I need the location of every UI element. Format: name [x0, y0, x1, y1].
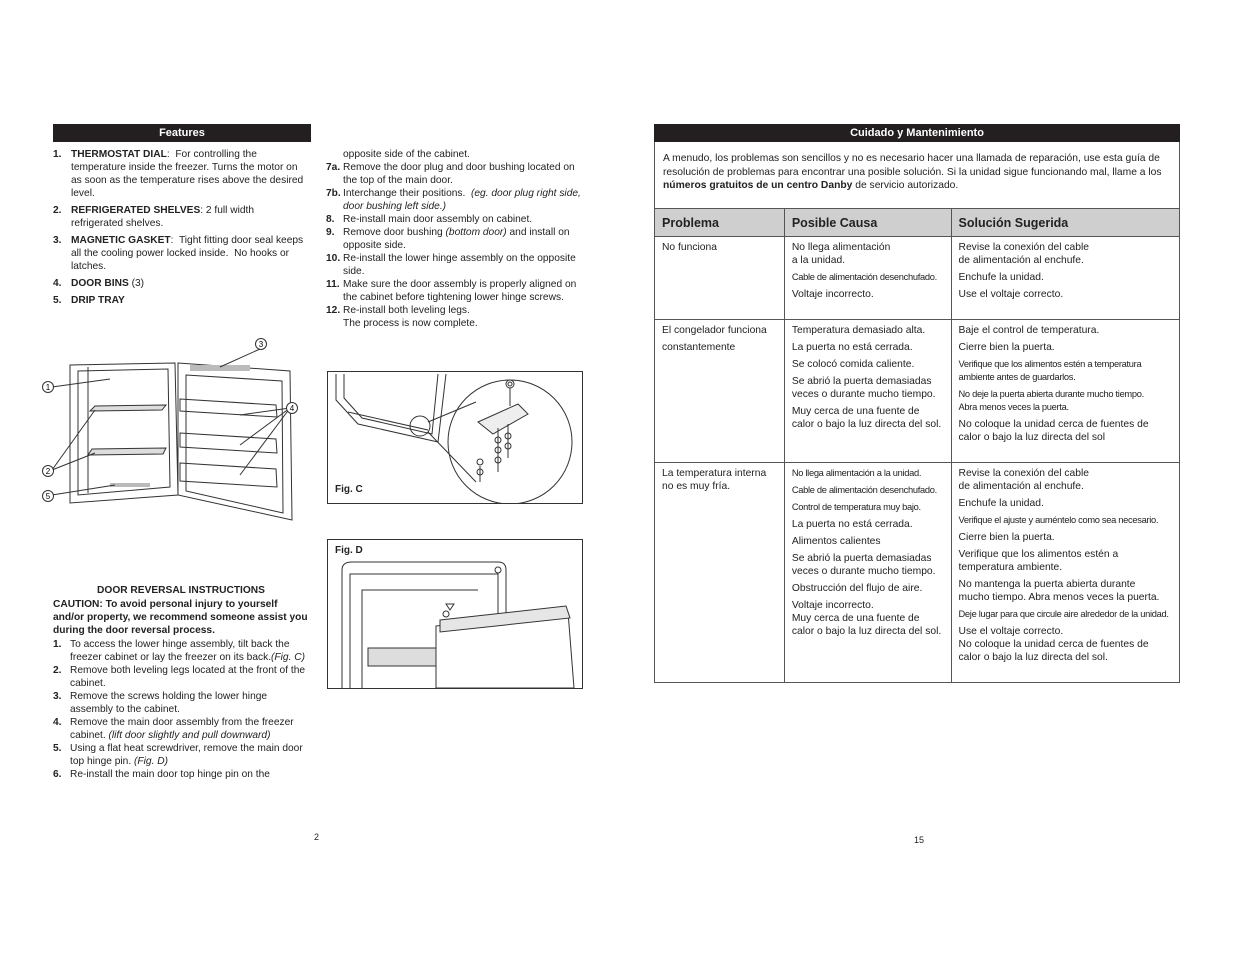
step-text: Re-install main door assembly on cabinet. — [343, 214, 533, 225]
step-note: (Fig. C) — [271, 652, 305, 663]
page-number-left: 2 — [314, 832, 320, 842]
table-row — [655, 463, 1180, 683]
fig-d-label: Fig. D — [335, 545, 363, 556]
feature-label: DOOR BINS — [71, 278, 129, 289]
step-text-after: and install on opposite side. — [343, 227, 573, 251]
intro-bold: números gratuitos de un centro Danby — [663, 180, 853, 191]
feature-label: MAGNETIC GASKET — [71, 235, 171, 246]
intro-part-2: de servicio autorizado. — [852, 180, 959, 191]
features-header — [53, 124, 311, 142]
cause-text: Voltaje incorrecto. — [791, 289, 874, 300]
step-number: 3. — [53, 691, 62, 702]
instruction-step — [53, 664, 309, 690]
step-number: 1. — [53, 639, 62, 650]
solution-text: Baje el control de temperatura. — [958, 325, 1100, 336]
instruction-step — [326, 278, 581, 304]
header-solucion: Solución Sugerida — [951, 209, 1179, 237]
solution-text: Cierre bien la puerta. — [958, 532, 1055, 543]
cause-text: Control de temperatura muy bajo. — [791, 502, 921, 512]
step-text: Make sure the door assembly is properly aligned on the cabinet before tightening lower hinge screws. — [343, 279, 580, 303]
feature-number: 3. — [53, 235, 62, 246]
step-text: Remove the door plug and door bushing located on the top of the main door. — [343, 162, 578, 186]
feature-text: (3) — [128, 278, 145, 289]
feature-text: 2 full width refrigerated shelves. — [71, 205, 257, 229]
feature-label: REFRIGERATED SHELVES — [71, 205, 201, 216]
step-text: Remove the main door assembly from the freezer cabinet. — [70, 717, 297, 741]
step-note: (lift door slightly and pull downward) — [105, 730, 271, 741]
solution-text: Verifique el ajuste y auméntelo como sea necesario. — [958, 515, 1159, 525]
door-reversal-title: DOOR REVERSAL INSTRUCTIONS — [97, 585, 265, 596]
feature-sep: : — [170, 235, 174, 246]
instruction-step — [53, 742, 309, 768]
callout-5: 5 — [45, 492, 51, 501]
care-header — [654, 124, 1180, 142]
cause-text: No llega alimentación a la unidad. — [791, 242, 891, 266]
instruction-step — [326, 213, 581, 226]
step-number: 4. — [53, 717, 62, 728]
problem-cell — [655, 463, 785, 683]
instruction-step — [53, 690, 309, 716]
step-number: 8. — [326, 214, 335, 225]
feature-number: 5. — [53, 295, 62, 306]
instruction-step — [326, 252, 581, 278]
step-number: 5. — [53, 743, 62, 754]
header-problema: Problema — [655, 209, 785, 237]
step-number: 11. — [326, 279, 340, 290]
problem-text: La temperatura interna no es muy fría. — [662, 468, 767, 492]
page-number-right: 15 — [914, 835, 925, 845]
instruction-step — [326, 304, 581, 317]
cause-text: Cable de alimentación desenchufado. — [791, 272, 937, 282]
troubleshooting-table — [654, 208, 1180, 683]
feature-label: THERMOSTAT DIAL — [71, 149, 167, 160]
table-header-row — [655, 209, 1180, 237]
step-number: 2. — [53, 665, 62, 676]
intro-box — [654, 142, 1180, 208]
caution-text: CAUTION: To avoid personal injury to yourself and/or property, we recommend someone assist you during the door reversal process. — [53, 599, 308, 636]
step-text: Re-install both leveling legs. — [343, 305, 470, 316]
door-reversal-heading — [53, 584, 309, 637]
instruction-step — [53, 768, 309, 781]
intro-text — [655, 142, 1179, 193]
cause-text: Se colocó comida caliente. — [791, 359, 915, 370]
solution-text: Revise la conexión del cable de alimentación al enchufe. — [958, 242, 1090, 266]
table-row — [655, 237, 1180, 320]
feature-item — [53, 148, 305, 200]
solution-cell — [951, 320, 1179, 463]
solution-text: Enchufe la unidad. — [958, 272, 1044, 283]
solution-text: No coloque la unidad cerca de fuentes de calor o bajo la luz directa del sol — [958, 419, 1149, 443]
freezer-illustration — [40, 335, 305, 525]
cause-text: Alimentos calientes — [791, 536, 881, 547]
figure-c — [327, 371, 583, 504]
feature-text: For controlling the temperature inside the freezer. Turns the motor on as soon as the temperature rises above the desired level. — [71, 149, 307, 199]
solution-text: Cierre bien la puerta. — [958, 342, 1055, 353]
feature-number: 1. — [53, 149, 62, 160]
step-text: Remove door bushing — [343, 227, 446, 238]
step-note: (eg. door plug right side, door bushing left side.) — [343, 188, 584, 212]
cause-text: La puerta no está cerrada. — [791, 342, 913, 353]
cause-text: Voltaje incorrecto. Muy cerca de una fuente de calor o bajo la luz directa del sol. — [791, 600, 942, 637]
feature-sep: : — [166, 149, 170, 160]
cause-text: Se abrió la puerta demasiadas veces o durante mucho tiempo. — [791, 553, 936, 577]
cause-text: No llega alimentación a la unidad. — [791, 468, 922, 478]
step-number: 10. — [326, 253, 341, 264]
instruction-step — [326, 148, 581, 161]
solution-text: Revise la conexión del cable de alimentación al enchufe. — [958, 468, 1090, 492]
feature-sep: : — [200, 205, 204, 216]
problem-cell — [655, 320, 785, 463]
solution-text: Use el voltaje correcto. — [958, 289, 1064, 300]
cause-cell — [784, 237, 951, 320]
cause-cell — [784, 320, 951, 463]
step-text: opposite side of the cabinet. — [343, 149, 470, 160]
callout-2: 2 — [45, 467, 51, 476]
step-number: 6. — [53, 769, 62, 780]
callout-3: 3 — [258, 340, 264, 349]
step-text: Re-install the main door top hinge pin on the — [70, 769, 270, 780]
features-list — [53, 148, 305, 311]
steps-list-a — [53, 638, 309, 781]
feature-number: 4. — [53, 278, 62, 289]
table-row — [655, 320, 1180, 463]
solution-text: Deje lugar para que circule aire alrededor de la unidad. — [958, 609, 1169, 619]
step-text: Interchange their positions. — [343, 188, 466, 199]
step-note: (Fig. D) — [131, 756, 168, 767]
fig-c-label: Fig. C — [335, 484, 363, 495]
step-text: The process is now complete. — [343, 318, 478, 329]
problem-cell — [655, 237, 785, 320]
step-number: 7a. — [326, 162, 341, 173]
cause-text: La puerta no está cerrada. — [791, 519, 913, 530]
step-text: To access the lower hinge assembly, tilt back the freezer cabinet or lay the freezer on its back. — [70, 639, 293, 663]
solution-text: Use el voltaje correcto. No coloque la unidad cerca de fuentes de calor o bajo la luz directa del sol. — [958, 626, 1149, 663]
cause-text: Obstrucción del flujo de aire. — [791, 583, 923, 594]
cause-cell — [784, 463, 951, 683]
step-note: (bottom door) — [445, 227, 507, 238]
feature-number: 2. — [53, 205, 62, 216]
step-number: 9. — [326, 227, 335, 238]
feature-item — [53, 234, 305, 273]
instruction-step — [53, 638, 309, 664]
instruction-step — [326, 226, 581, 252]
solution-text: No mantenga la puerta abierta durante mucho tiempo. Abra menos veces la puerta. — [958, 579, 1160, 603]
problem-text: constantemente — [662, 342, 736, 353]
hinge-illustration — [328, 372, 582, 503]
feature-label: DRIP TRAY — [71, 295, 125, 306]
cause-text: Temperatura demasiado alta. — [791, 325, 926, 336]
figure-d — [327, 539, 583, 689]
solution-text: Verifique que los alimentos estén a temperatura ambiente. — [958, 549, 1119, 573]
steps-list-b — [326, 148, 584, 330]
instruction-step — [326, 187, 584, 213]
feature-item — [53, 294, 305, 307]
step-number: 7b. — [326, 188, 341, 199]
step-text: Remove both leveling legs located at the front of the cabinet. — [70, 665, 308, 689]
solution-text: No deje la puerta abierta durante mucho tiempo. Abra menos veces la puerta. — [958, 389, 1144, 412]
instruction-step — [326, 317, 581, 330]
problem-text: No funciona — [662, 242, 717, 253]
features-title: Features — [159, 127, 205, 139]
cause-text: Se abrió la puerta demasiadas veces o durante mucho tiempo. — [791, 376, 936, 400]
cause-text: Muy cerca de una fuente de calor o bajo la luz directa del sol. — [791, 406, 942, 430]
cause-text: Cable de alimentación desenchufado. — [791, 485, 937, 495]
instruction-step — [326, 161, 581, 187]
problem-text: El congelador funciona — [662, 325, 767, 336]
solution-cell — [951, 463, 1179, 683]
care-title: Cuidado y Mantenimiento — [850, 127, 984, 139]
door-pin-illustration — [328, 540, 582, 688]
callout-4: 4 — [289, 404, 295, 413]
feature-item — [53, 277, 305, 290]
instruction-step — [53, 716, 309, 742]
feature-item — [53, 204, 305, 230]
solution-text: Enchufe la unidad. — [958, 498, 1044, 509]
step-text: Re-install the lower hinge assembly on the opposite side. — [343, 253, 579, 277]
callout-1: 1 — [45, 383, 51, 392]
solution-text: Verifique que los alimentos estén a temperatura ambiente antes de guardarlos. — [958, 359, 1142, 382]
step-number: 12. — [326, 305, 341, 316]
step-text: Using a flat heat screwdriver, remove the main door top hinge pin. — [70, 743, 306, 767]
step-text: Remove the screws holding the lower hinge assembly to the cabinet. — [70, 691, 270, 715]
solution-cell — [951, 237, 1179, 320]
header-posible-causa: Posible Causa — [784, 209, 951, 237]
feature-text: Tight fitting door seal keeps all the cooling power locked inside. No hooks or latches. — [71, 235, 306, 272]
intro-part-1: A menudo, los problemas son sencillos y no es necesario hacer una llamada de reparación, use esta guía de resolución de problemas para encontrar una posible solución. Si la unidad sigue funcionando mal, llame a los — [663, 153, 1162, 178]
